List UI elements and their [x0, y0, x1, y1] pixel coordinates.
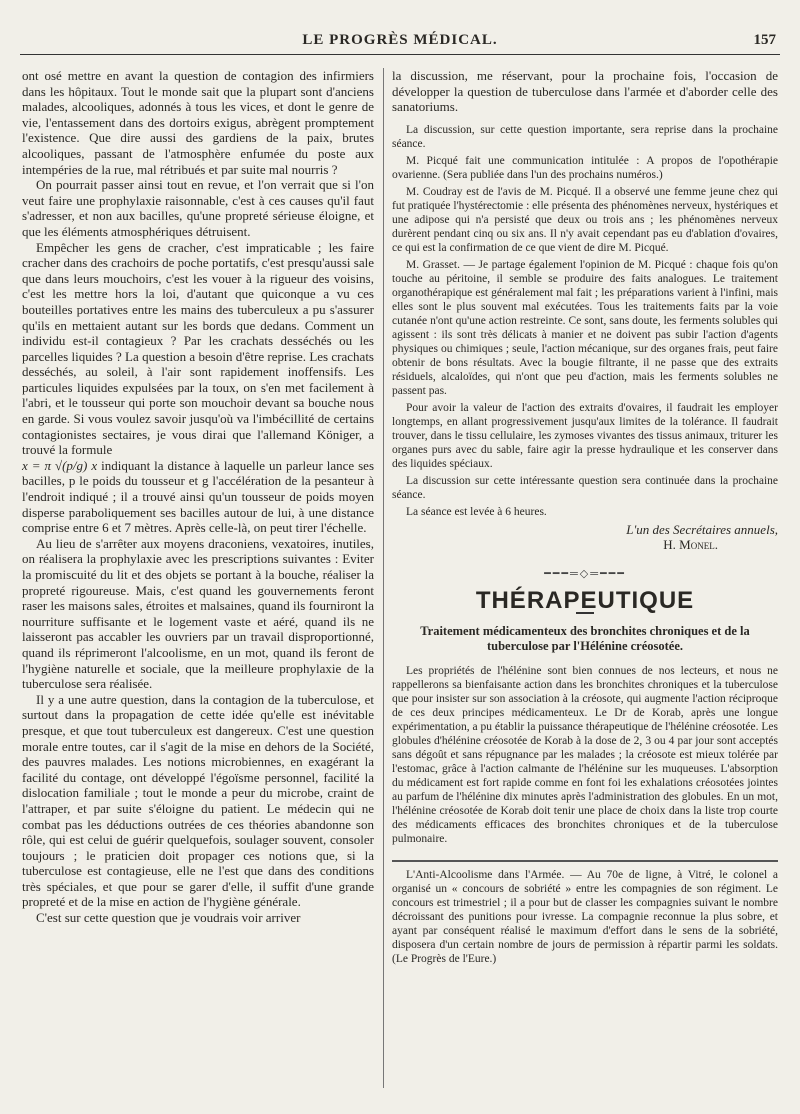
minutes-paragraph: La discussion sur cette intéressante question sera continuée dans la prochaine séance.	[392, 474, 778, 501]
minutes-paragraph: M. Grasset. — Je partage également l'opinion de M. Picqué : chaque fois qu'on touche au péritoine, il semble se produire des faits analogues. Le traitement organothérapique est généralement mal fait ; les préparations varient à l'infini, mais elles sont le plus souvent mal exécutées. Tous les traitements faits par la voie cutanée n'ont qu'une action restreinte. Ce sont, sans doute, les ferments solubles qui agissent : ils sont très délicats à manier et ne doivent pas subir l'action d'agents physiques ou chimiques ; seule, l'action mécanique, sur des organes frais, peut faire obtenir de bons résultats. Avec la bougie filtrante, il ne passe que des extraits résiduels, alcaloïdes, qui n'ont que peu d'action, mais les ferments solubles ne passent pas.	[392, 258, 778, 397]
minutes-paragraph: La discussion, sur cette question importante, sera reprise dans la prochaine séance.	[392, 123, 778, 150]
header-rule	[20, 54, 780, 55]
left-column	[22, 68, 374, 926]
ornamental-divider: ━━━═◇═━━━	[544, 567, 626, 580]
notice-text: L'Anti-Alcoolisme dans l'Armée. — Au 70e de ligne, à Vitré, le colonel a organisé un « concours de sobriété » entre les compagnies de son régiment. Le concours est trimestriel ; il a pour but de classer les compagnies suivant le nombre décroissant des punitions pour ivresse. La compagnie reconnue la plus sobre, et ayant par conséquent réalisé le maximum d'effort dans le sens de la sobriété, disposera d'un certain nombre de jours de permission à répartir parmi les soldats. (Le Progrès de l'Eure.)	[392, 869, 778, 966]
formula: x = π √(p/g) x	[22, 457, 98, 473]
signature-role: L'un des Secrétaires annuels,	[626, 521, 778, 537]
paragraph: Au lieu de s'arrêter aux moyens draconiens, vexatoires, inutiles, on réalisera la prophylaxie avec les prescriptions suivantes : Eviter la promiscuité du lit et des objets se portant à la bouche, réaliser la propreté rigoureuse. Mais, c'est quand les gouvernements feront raser les maisons sales, étroites et malsaines, quand ils fourniront la nourriture suffisante et le logement vaste et aéré, quand ils ne laisseront pas accabler les ouvriers par un travail disproportionné, quand ils réprimeront l'alcoolisme, en un mot, quand ils feront de l'hygiène naturelle et sociale, que la meilleure prophylaxie de la tuberculose sera réalisée.	[22, 535, 374, 692]
minutes-paragraph: M. Picqué fait une communication intitulée : A propos de l'opothérapie ovarienne. (Sera publiée dans l'un des prochains numéros.)	[392, 154, 778, 181]
page-number: 157	[753, 32, 776, 48]
paragraph: C'est sur cette question que je voudrais voir arriver	[36, 910, 301, 926]
notice-block	[392, 868, 778, 966]
minutes-paragraph: Pour avoir la valeur de l'action des extraits d'ovaires, il faudrait les employer longtemps, en allant progressivement jusqu'aux limites de la tolérance. Il faudrait trouver, dans le tissu cellulaire, les zymoses vivantes des tissus animaux, triturer les organes purs avec du sable, faire agir la presse hydraulique et les conserver dans des liquides spéciaux.	[392, 401, 778, 470]
column-divider	[383, 68, 384, 1088]
minutes-paragraph: M. Coudray est de l'avis de M. Picqué. Il a observé une femme jeune chez qui fut pratiquée l'hystérectomie : elle présenta des phénomènes nerveux, hystériques et une adipose qui n'a persisté que deux ou trois ans ; les phénomènes nerveux durèrent pendant cinq ou six ans. Il n'y avait cependant pas eu d'ablation d'ovaires, ce qui est la confirmation de ce que vient de dire M. Picqué.	[392, 185, 778, 254]
article-title: Traitement médicamenteux des bronchites chroniques et de la tuberculose par l'Hélénine créosotée.	[420, 624, 750, 654]
formula-continuation: indiquant la distance à laquelle un parleur lance ses bacilles, p le poids du tousseur et g l'accélération de la pesanteur à l'endroit indiqué ; il a trouvé ainsi qu'un tousseur de poids moyen disperse paraboliquement ses bacilles autour de lui, à une distance comprise entre 6 et 7 mètres. Après celle-là, on peut tirer l'échelle.	[22, 457, 375, 536]
signature-name: H. Monel.	[663, 537, 718, 553]
article-body: Les propriétés de l'hélénine sont bien connues de nos lecteurs, et nous ne rappellerons sa bienfaisante action dans les bronchites chroniques et la tuberculose que pour insister sur son association à la créosote, qui augmente l'action réciproque de ces deux principes médicamenteux. Le Dr de Korab, après une longue expérimentation, a pu établir la puissance thérapeutique de l'hélénine créosotée. Les globules d'hélénine créosotée de Korab à la dose de 2, 3 ou 4 par jour sont acceptés sans dégoût et sans répugnance par les malades ; la créosote est mieux tolérée par l'estomac, grâce à l'action calmante de l'hélénine sur les muqueuses. L'absorption du médicament est fort rapide comme en font foi les exhalations créosotées jointes au parfum de l'hélénine dix minutes après l'administration des globules. En un mot, l'hélénine créosotée de Korab doit tenir une place de choix dans la liste trop courte des médicaments efficaces des bronchites chroniques et de la tuberculose pulmonaire.	[392, 665, 778, 846]
running-title: LE PROGRÈS MÉDICAL.	[302, 32, 498, 48]
paragraph: Empêcher les gens de cracher, c'est impraticable ; les faire cracher dans des crachoirs de poche portatifs, c'est presqu'aussi sale que dans leurs mouchoirs, c'est les vouer à la rigueur des voisins, c'est les mettre hors la loi, d'autant que quiconque a vu ces bouteilles portatives entre les mains des tuberculeux a pu s'assurer qu'ils en mettaient autant sur les bords que dedans. Comment un individu est-il contagieux ? Par les crachats desséchés ou les parcelles liquides ? La question a besoin d'être reprise. Les crachats desséchés, au soleil, à l'air sont rapidement inoffensifs. Les particules liquides expulsées par la toux, on s'en met facilement à l'abri, et le tousseur qui porte son mouchoir devant sa bouche nous en garde. Si vous voulez savoir jusqu'où va l'imbécillité de certains contagionistes sectaires, je vous dirai que l'allemand Königer, a trouvé la formule	[22, 239, 374, 458]
paragraph: la discussion, me réservant, pour la prochaine fois, l'occasion de développer la question de tuberculose dans l'armée et d'aborder celle des sanatoriums.	[392, 68, 778, 115]
paragraph: On pourrait passer ainsi tout en revue, et l'on verrait que si l'on veut faire une prophylaxie raisonnable, c'est à ces causes qu'il faut s'adresser, et non aux bacilles, qu'une propreté sérieuse éloigne, et que les éléments atmosphériques détruisent.	[22, 177, 374, 239]
section-title: THÉRAPEUTIQUE	[475, 586, 695, 614]
notice-rule	[392, 860, 778, 862]
paragraph: ont osé mettre en avant la question de contagion des infirmiers dans les hôpitaux. Tout le monde sait que la plupart sont d'anciens malades, alcooliques, adonnés à tous les vices, et dont le genre de vie, l'entassement dans des dortoirs exigus, abrègent promptement l'existence. Que dire aussi des gardiens de la paix, brutes alcooliques, passant de l'atmosphère enfumée du poste aux intempéries de la rue, mal rétribués et par suite mal nourris ?	[22, 68, 374, 177]
article-body-block	[392, 664, 778, 846]
paragraph: Il y a une autre question, dans la contagion de la tuberculose, et surtout dans la propagation de cette idée qu'elle est inévitable presque, et que tout tuberculeux est dangereux. C'est une question morale entre toutes, car il s'agit de la mise en dehors de la Société, des pauvres malades. Les notions microbiennes, en exagérant la facilité du contage, ont développé l'égoïsme personnel, facilité la dislocation familiale ; tout le monde a peur du microbe, craint de l'attraper, et par suite s'éloigne du patient. Le médecin qui ne combat pas les déductions outrées de ces théories abandonne son rôle, qui est celui de guérir quelquefois, soulager souvent, consoler toujours ; le praticien doit propager ces notions que, si la tuberculose est contagieuse, elle ne l'est que dans des conditions très spéciales, et que pour se garer d'elle, il suffit d'une grande propreté et de la mise en action de l'hygiène générale.	[22, 691, 374, 910]
page-header	[20, 30, 780, 52]
session-minutes	[392, 123, 778, 519]
formula-line	[22, 458, 374, 536]
minutes-paragraph: La séance est levée à 6 heures.	[406, 505, 547, 518]
right-column	[392, 68, 778, 969]
